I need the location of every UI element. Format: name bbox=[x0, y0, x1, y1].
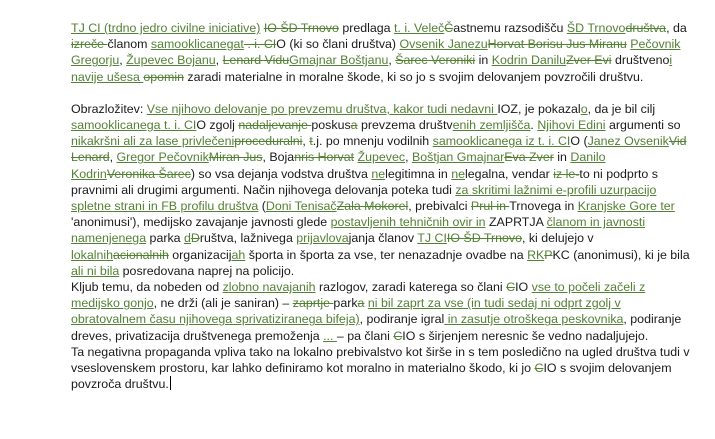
text-run: , bbox=[405, 150, 412, 165]
deleted-text: IO ŠD Trnovo bbox=[263, 21, 339, 35]
inserted-text: Župevec Bojanu bbox=[126, 53, 216, 68]
text-run: Kljub temu, da nobeden od bbox=[71, 280, 223, 295]
deleted-text: C bbox=[506, 280, 516, 295]
inserted-text: za bbox=[455, 182, 472, 197]
deleted-text: iz le- bbox=[553, 166, 580, 181]
inserted-text: nikakršni ali za lase privlečeni bbox=[71, 134, 235, 149]
text-run: društveno bbox=[611, 53, 670, 68]
text-run: .j. po mnenju vodilnih bbox=[312, 134, 433, 149]
deleted-text: IO ŠD Trnovo bbox=[446, 231, 522, 246]
text-run: IO s širjenjem neresnic še vedno nadaljujejo. bbox=[402, 328, 649, 343]
deleted-text: Lenard Vidu bbox=[222, 53, 290, 68]
deleted-text: C bbox=[393, 328, 403, 343]
text-run: parka bbox=[146, 231, 184, 246]
inserted-text: lokalnih bbox=[71, 247, 114, 262]
inserted-text: Njihovi Edini bbox=[537, 118, 606, 133]
text-run: , podiranje igral bbox=[359, 312, 445, 327]
paragraph-gap bbox=[71, 85, 691, 101]
text-run: in bbox=[475, 53, 492, 68]
paragraph-despite bbox=[71, 279, 691, 344]
text-run: to ni podprto s pravnimi ali drugimi argumenti. Način njihovega delovanja poteka tudi bbox=[71, 166, 658, 197]
inserted-text: enih zemljišča bbox=[452, 118, 531, 133]
deleted-text: zaprtje bbox=[292, 296, 334, 311]
deleted-text: a bbox=[357, 296, 365, 311]
inserted-text: TJ CI (trdno jedro civilne iniciative) bbox=[71, 21, 261, 35]
deleted-text: t bbox=[309, 134, 313, 149]
inserted-text: vse to počeli začeli z medijsko gonjo bbox=[71, 280, 646, 311]
deleted-text: Veronika Šarec bbox=[106, 166, 191, 181]
text-run: , prebivalci bbox=[408, 199, 471, 214]
inserted-text: zlobno navajanih bbox=[222, 280, 316, 295]
text-run: astnemu razsodišču bbox=[453, 21, 567, 35]
text-run: ruštva, lažnivega bbox=[199, 231, 297, 246]
inserted-text: RK bbox=[527, 247, 545, 262]
inserted-text: t. i. Veleč bbox=[394, 21, 445, 35]
inserted-text: ... bbox=[323, 328, 337, 343]
text-run: Trnovega in bbox=[509, 199, 578, 214]
text-run: , da bbox=[666, 21, 687, 35]
deleted-text: Zala Mokorel bbox=[336, 199, 409, 214]
deleted-text: . i. CI bbox=[243, 37, 277, 52]
deleted-text: Vid Lenard bbox=[71, 134, 687, 165]
inserted-text: d bbox=[184, 231, 191, 246]
text-run: zaradi materialne in moralne škode, ki so jo s svojim delovanjem povzročili društvu. bbox=[183, 69, 644, 84]
paragraph-justification bbox=[71, 101, 691, 279]
inserted-text: in zasutje otroškega peskovnika bbox=[444, 312, 624, 327]
text-run: ( bbox=[258, 199, 266, 214]
inserted-text: skritimi lažnimi e-profili uzurpacijo spletne strani in FB profilu društva bbox=[71, 182, 657, 214]
deleted-text: izreče bbox=[71, 37, 108, 52]
text-run: IO s svojim delovanjem povzroča društvu. bbox=[71, 361, 672, 392]
inserted-text: postavljenih tehničnih ovir in bbox=[330, 215, 486, 230]
inserted-text: Župevec bbox=[357, 150, 406, 165]
inserted-text: Danilo Kodrin bbox=[71, 150, 606, 181]
inserted-text: ŠD Trnovo bbox=[566, 21, 626, 35]
text-run: O (ki so člani društva) bbox=[276, 37, 400, 52]
inserted-text: Doni Tenisač bbox=[265, 199, 337, 214]
deleted-text: C bbox=[534, 361, 544, 376]
text-run: prevzema društv bbox=[357, 118, 453, 133]
text-run: argumenti so bbox=[605, 118, 681, 133]
deleted-text: nris Horvat bbox=[294, 150, 355, 165]
text-run: , ki delujejo v bbox=[521, 231, 594, 246]
deleted-text: Zver Evi bbox=[566, 53, 612, 68]
paragraph-propaganda bbox=[71, 344, 691, 393]
inserted-text: prijavlova bbox=[296, 231, 349, 246]
inserted-text: TJ CI bbox=[417, 231, 447, 246]
text-run: O zgolj bbox=[196, 118, 239, 133]
inserted-text: Vse njihovo delovanje po prevzemu društva, kakor tudi nedavni bbox=[146, 101, 498, 116]
inserted-text: samooklicanega iz t. i. CI bbox=[432, 134, 571, 149]
deleted-text: društva bbox=[625, 21, 667, 35]
text-run: članom bbox=[107, 37, 151, 52]
deleted-text: Šarec Veroniki bbox=[395, 53, 476, 68]
deleted-text: Horvat Borisu Jus Miranu bbox=[487, 37, 627, 52]
inserted-text: samooklicanega t. i. CI bbox=[71, 118, 197, 133]
deleted-text: nadaljevanje bbox=[238, 118, 312, 133]
inserted-text: ah bbox=[231, 247, 246, 262]
text-run: razlogov, zaradi katerega so člani bbox=[315, 280, 507, 295]
text-run: legitimna in bbox=[385, 166, 452, 181]
text-run: in bbox=[553, 150, 571, 165]
text-run: 'anonimusi'), medijsko zavajanje javnosti glede bbox=[71, 215, 331, 230]
text-run: , bbox=[119, 53, 127, 68]
text-run: organizacij bbox=[168, 247, 232, 262]
text-run: , podiranje dreves, privatizacija društvenega premoženja bbox=[71, 312, 682, 343]
deleted-text: proceduralni bbox=[234, 134, 303, 149]
text-run: poskus bbox=[311, 118, 351, 133]
text-run: , ne drži (ali je saniran) – bbox=[153, 296, 293, 311]
inserted-text: Kodrin Danilu bbox=[491, 53, 567, 68]
text-run: , Boja bbox=[262, 150, 295, 165]
inserted-text: Boštjan Gmajnar bbox=[411, 150, 505, 165]
deleted-text: Č bbox=[444, 21, 454, 35]
text-run: , bbox=[302, 134, 310, 149]
text-run: – pa člani bbox=[336, 328, 394, 343]
deleted-text: acionalnih bbox=[113, 247, 169, 262]
text-run: legalna, vendar bbox=[465, 166, 554, 181]
inserted-text: o bbox=[580, 101, 588, 116]
inserted-text: ni bil zaprt za vse (in tudi sedaj ni odprt zgolj v obratovalnem času njihovega sprivatiziranega bifeja) bbox=[71, 296, 621, 327]
inserted-text: Gmajnar Boštjanu bbox=[289, 53, 389, 68]
deleted-text: opomin bbox=[143, 69, 184, 84]
document-body[interactable] bbox=[71, 20, 691, 392]
text-run: . bbox=[530, 118, 538, 133]
text-run: IO bbox=[515, 280, 532, 295]
text-run: , da je bil cilj bbox=[587, 101, 656, 116]
inserted-text: Janez Ovsenik bbox=[587, 134, 669, 149]
text-run: KC (anonimusi), ki je bila bbox=[552, 247, 690, 262]
text-run: , bbox=[215, 53, 223, 68]
inserted-text: ne bbox=[451, 166, 466, 181]
deleted-text: D bbox=[190, 231, 200, 246]
inserted-text: Gregor Pečovnik bbox=[116, 150, 209, 165]
text-run: ) so vsa dejanja vodstva društva bbox=[190, 166, 372, 181]
text-run: O ( bbox=[570, 134, 588, 149]
text-run: park bbox=[333, 296, 358, 311]
inserted-text: ali ni bila bbox=[71, 263, 120, 278]
inserted-text: Kranjske Gore ter bbox=[577, 199, 675, 214]
paragraph-proposal bbox=[71, 20, 691, 85]
inserted-text: ne bbox=[371, 166, 386, 181]
deleted-text: P bbox=[544, 247, 553, 262]
text-run: , bbox=[109, 150, 117, 165]
text-run: Ta negativna propaganda vpliva tako na lokalno prebivalstvo kot širše in s tem posledično na ugled društva tudi v vseslovenskem prostoru, kar lahko definiramo kot moralno in materialno škodo, ki jo bbox=[71, 344, 690, 376]
inserted-text: Pečovnik Gregorju bbox=[71, 37, 681, 68]
deleted-text: Eva Zver bbox=[504, 150, 554, 165]
text-run: športa in športa za vse, ter nenazadnje ovadbe na bbox=[245, 247, 528, 262]
text-run: janja članov bbox=[348, 231, 418, 246]
inserted-text: članom in javnosti namenjenega bbox=[71, 215, 646, 246]
text-run: posredovana naprej na policijo. bbox=[119, 263, 295, 278]
text-run: Obrazložitev: bbox=[71, 101, 147, 116]
inserted-text: samooklicanegat bbox=[150, 37, 244, 52]
deleted-text: a bbox=[350, 118, 358, 133]
deleted-text: Miran Jus bbox=[208, 150, 263, 165]
text-run: IOZ, je pokazal bbox=[497, 101, 581, 116]
deleted-text: Prul in bbox=[470, 199, 510, 214]
inserted-text: i navije ušesa bbox=[71, 53, 673, 84]
text-run: , bbox=[388, 53, 396, 68]
text-run: ZAPRTJA bbox=[485, 215, 547, 230]
inserted-text: Ovsenik Janezu bbox=[399, 37, 488, 52]
text-cursor bbox=[170, 376, 171, 390]
text-run: predlaga bbox=[338, 21, 395, 35]
